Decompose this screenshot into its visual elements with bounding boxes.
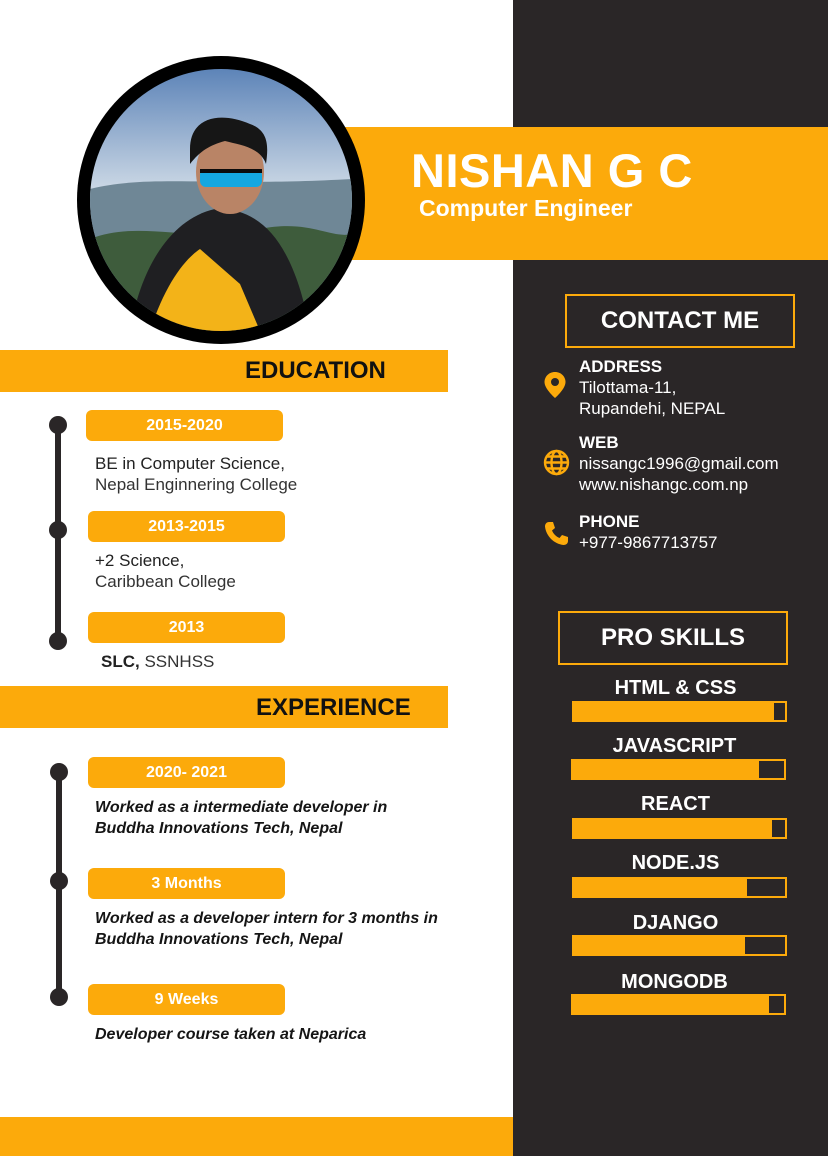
experience-line: Buddha Innovations Tech, Nepal xyxy=(95,931,343,948)
education-school: SSNHSS xyxy=(144,652,215,671)
education-period: 2015-2020 xyxy=(86,410,283,441)
web-email[interactable]: nissangc1996@gmail.com xyxy=(579,454,779,473)
footer-band xyxy=(0,1117,513,1156)
contact-title: CONTACT ME xyxy=(565,294,795,348)
education-school: Nepal Enginnering College xyxy=(95,475,298,494)
profile-photo xyxy=(90,69,352,331)
contact-address xyxy=(579,357,725,419)
skill-bar xyxy=(572,818,787,839)
skill-bar xyxy=(572,935,787,956)
address-line: Tilottama-11, xyxy=(579,378,677,397)
education-degree: +2 Science, xyxy=(95,551,185,570)
phone-label: PHONE xyxy=(579,512,640,531)
education-degree: BE in Computer Science, xyxy=(95,454,285,473)
web-label: WEB xyxy=(579,433,619,452)
timeline-dot xyxy=(49,632,67,650)
skill-bar-fill xyxy=(574,820,772,837)
experience-period: 9 Weeks xyxy=(88,984,285,1015)
experience-line: Worked as a intermediate developer in xyxy=(95,799,388,816)
skill-name: DJANGO xyxy=(632,912,719,934)
timeline-dot xyxy=(50,763,68,781)
location-pin-icon xyxy=(543,371,567,404)
education-school: Caribbean College xyxy=(95,572,236,591)
skill-name: NODE.JS xyxy=(631,852,720,874)
education-entry xyxy=(95,550,236,592)
education-entry xyxy=(101,651,214,672)
skill-bar-fill xyxy=(574,937,745,954)
timeline-dot xyxy=(50,872,68,890)
education-degree: SLC, xyxy=(101,652,140,671)
education-period: 2013 xyxy=(88,612,285,643)
avatar xyxy=(90,69,352,331)
skill-bar-fill xyxy=(573,761,759,778)
phone-icon xyxy=(543,520,570,552)
skill-bar xyxy=(571,994,786,1015)
address-line: Rupandehi, NEPAL xyxy=(579,399,726,418)
experience-line: Developer course taken at Neparica xyxy=(95,1026,367,1043)
skill-bar-fill xyxy=(574,879,747,896)
experience-line: Buddha Innovations Tech, Nepal xyxy=(95,820,343,837)
profile-role: Computer Engineer xyxy=(419,195,633,221)
experience-entry xyxy=(95,1024,366,1045)
experience-title: EXPERIENCE xyxy=(256,694,411,721)
profile-name: NISHAN G C xyxy=(411,144,693,197)
contact-phone xyxy=(579,512,718,553)
education-entry xyxy=(95,453,297,495)
experience-period: 3 Months xyxy=(88,868,285,899)
skill-bar-fill xyxy=(574,703,774,720)
experience-line: Worked as a developer intern for 3 months in xyxy=(95,910,438,927)
timeline-dot xyxy=(49,521,67,539)
contact-web xyxy=(579,433,779,495)
skill-name: REACT xyxy=(641,793,710,815)
web-url[interactable]: www.nishangc.com.np xyxy=(579,475,749,494)
experience-entry xyxy=(95,908,438,950)
skill-bar xyxy=(572,701,787,722)
skill-name: MONGODB xyxy=(621,971,728,993)
globe-icon xyxy=(543,449,570,481)
skill-bar-fill xyxy=(573,996,769,1013)
education-title: EDUCATION xyxy=(245,357,386,384)
experience-period: 2020- 2021 xyxy=(88,757,285,788)
skill-bar xyxy=(571,759,786,780)
timeline-dot xyxy=(49,416,67,434)
phone-number[interactable]: +977-9867713757 xyxy=(579,533,718,552)
education-period: 2013-2015 xyxy=(88,511,285,542)
experience-entry xyxy=(95,797,387,839)
skills-title: PRO SKILLS xyxy=(558,611,788,665)
address-label: ADDRESS xyxy=(579,357,663,376)
skill-bar xyxy=(572,877,787,898)
skill-name: JAVASCRIPT xyxy=(612,735,737,757)
timeline-dot xyxy=(50,988,68,1006)
skill-name: HTML & CSS xyxy=(614,677,737,699)
